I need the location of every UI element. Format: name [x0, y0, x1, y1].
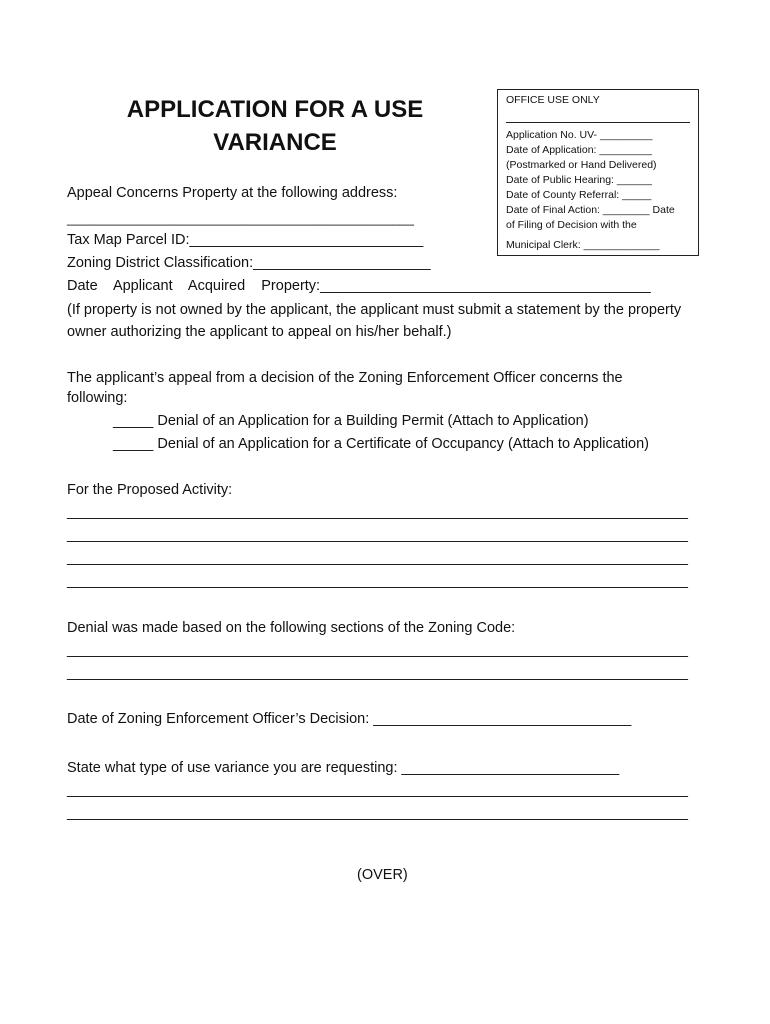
- office-final-action: Date of Final Action: ________ Date: [506, 204, 675, 216]
- tax-map-parcel-field[interactable]: Tax Map Parcel ID:_____________________________: [67, 232, 424, 248]
- appeal-intro-line2: following:: [67, 390, 128, 406]
- proposed-activity-line[interactable]: _____________________________________________________________________________: [67, 527, 688, 543]
- option-building-permit[interactable]: _____ Denial of an Application for a Building Permit (Attach to Application): [113, 413, 589, 429]
- office-public-hearing: Date of Public Hearing: ______: [506, 174, 652, 186]
- office-county-referral: Date of County Referral: _____: [506, 189, 652, 201]
- option-certificate-occupancy[interactable]: _____ Denial of an Application for a Certificate of Occupancy (Attach to Application): [113, 436, 650, 452]
- office-postmarked: (Postmarked or Hand Delivered): [506, 159, 657, 171]
- zoning-district-field[interactable]: Zoning District Classification:______________________: [67, 255, 431, 271]
- office-date-of-application: Date of Application: _________: [506, 144, 652, 156]
- ownership-note-line2: owner authorizing the applicant to appeal on his/her behalf.): [67, 324, 452, 340]
- proposed-activity-line[interactable]: _____________________________________________________________________________: [67, 550, 688, 566]
- denial-sections-label: Denial was made based on the following sections of the Zoning Code:: [67, 620, 516, 636]
- form-title-line2: VARIANCE: [213, 129, 337, 156]
- proposed-activity-label: For the Proposed Activity:: [67, 482, 233, 498]
- form-title-line1: APPLICATION FOR A USE: [126, 96, 424, 123]
- proposed-activity-line[interactable]: _____________________________________________________________________________: [67, 504, 688, 520]
- decision-date-field[interactable]: Date of Zoning Enforcement Officer’s Decision: ________________________________: [67, 711, 632, 727]
- office-use-heading: OFFICE USE ONLY: [506, 94, 600, 106]
- office-use-divider: [506, 122, 690, 123]
- appeal-concerns-label: Appeal Concerns Property at the following address:: [67, 185, 398, 201]
- ownership-note-line1: (If property is not owned by the applicant, the applicant must submit a statement by the property: [67, 302, 682, 318]
- office-municipal-clerk: Municipal Clerk: _____________: [506, 239, 660, 251]
- office-application-no: Application No. UV- _________: [506, 129, 653, 141]
- denial-sections-line[interactable]: _____________________________________________________________________________: [67, 665, 688, 681]
- variance-type-line[interactable]: _____________________________________________________________________________: [67, 782, 688, 798]
- address-field[interactable]: ________________________________________________: [67, 211, 415, 226]
- denial-sections-line[interactable]: _____________________________________________________________________________: [67, 642, 688, 658]
- over-note: (OVER): [357, 867, 408, 883]
- office-filing-decision: of Filing of Decision with the: [506, 219, 637, 231]
- variance-type-field[interactable]: State what type of use variance you are requesting: ___________________________: [67, 760, 620, 776]
- variance-type-line[interactable]: _____________________________________________________________________________: [67, 805, 688, 821]
- office-use-box: [497, 89, 699, 256]
- proposed-activity-line[interactable]: _____________________________________________________________________________: [67, 573, 688, 589]
- appeal-intro-line1: The applicant’s appeal from a decision of the Zoning Enforcement Officer concerns the: [67, 370, 623, 386]
- date-acquired-field[interactable]: Date Applicant Acquired Property:_________________________________________: [67, 278, 651, 294]
